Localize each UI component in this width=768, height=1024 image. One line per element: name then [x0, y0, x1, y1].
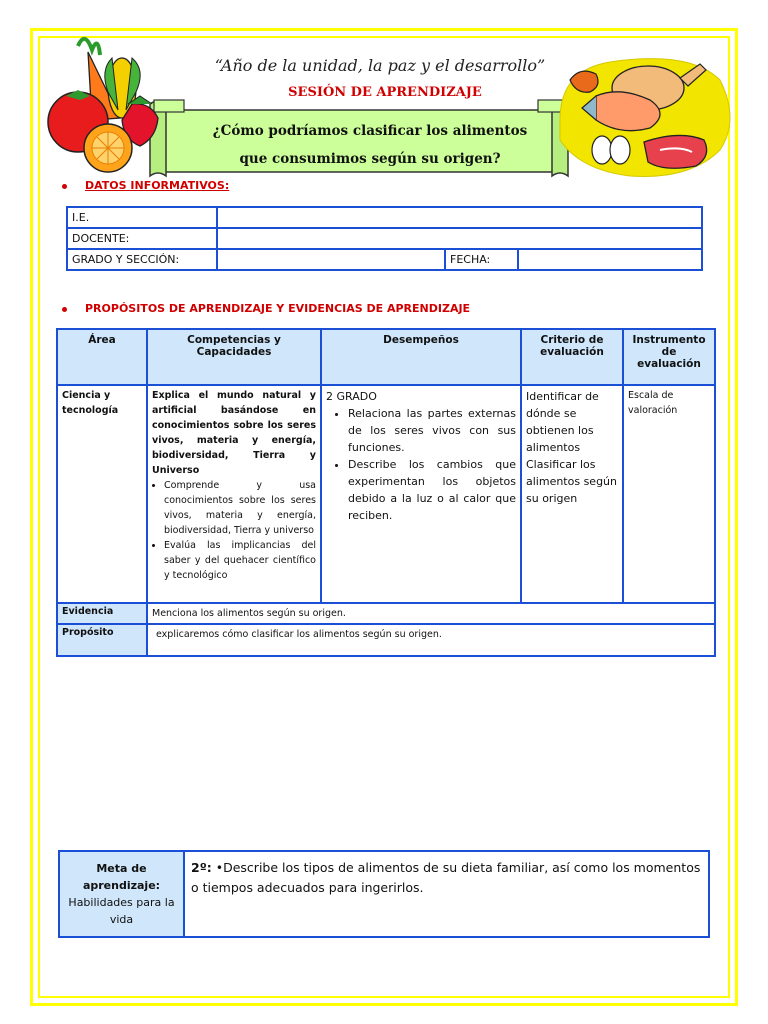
criterio-text-1: Identificar de dónde se obtienen los alimentos — [526, 390, 599, 454]
criterio-text-2: Clasificar los alimentos según su origen — [526, 458, 618, 505]
header-desempenos: Desempeños — [321, 329, 521, 385]
header-criterio: Criterio de evaluación — [521, 329, 623, 385]
meta-text: •Describe los tipos de alimentos de su dieta familiar, así como los momentos o tiempos adecuados para ingerirlos. — [191, 860, 701, 895]
competencias-cell — [147, 385, 321, 603]
datos-heading: DATOS INFORMATIVOS: — [62, 179, 229, 192]
session-question-line1: ¿Cómo podríamos clasificar los alimentos — [212, 123, 528, 139]
meta-label: Meta de aprendizaje: — [82, 862, 161, 892]
propositos-heading: PROPÓSITOS DE APRENDIZAJE Y EVIDENCIAS DE APRENDIZAJE — [62, 302, 470, 315]
desempeno-item: • Relaciona las partes externas de los seres vivos con sus funciones. — [348, 405, 516, 456]
capacidad-item: • Comprende y usa conocimientos sobre los seres vivos, materia y energía, biodiversidad, Tierra y universo — [164, 478, 316, 538]
datos-table — [66, 206, 703, 271]
meta-grade: 2º: — [191, 860, 212, 875]
grado-label: GRADO Y SECCIÓN: — [67, 249, 217, 270]
meta-text-cell — [184, 851, 709, 937]
header-competencias: Competencias y Capacidades — [147, 329, 321, 385]
meta-label-cell — [59, 851, 184, 937]
fecha-value[interactable] — [518, 249, 702, 270]
area-cell: Ciencia y tecnología — [57, 385, 147, 603]
propositos-table — [56, 328, 716, 657]
ie-label: I.E. — [67, 207, 217, 228]
meta-table — [58, 850, 710, 938]
desempeno-item: • Describe los cambios que experimentan los objetos debido a la luz o al calor que reciben. — [348, 456, 516, 524]
grado-text: 2 GRADO — [326, 390, 377, 403]
ie-value[interactable] — [217, 207, 702, 228]
evidencia-label: Evidencia — [57, 603, 147, 624]
bullet-icon — [62, 307, 67, 312]
bullet-icon — [62, 184, 67, 189]
evidencia-value: Menciona los alimentos según su origen. — [147, 603, 715, 624]
motto-text: “Año de la unidad, la paz y el desarrollo” — [214, 56, 546, 75]
instrumento-cell: Escala de valoración — [623, 385, 715, 603]
session-title: SESIÓN DE APRENDIZAJE — [288, 85, 482, 100]
banner-illustration — [0, 0, 768, 200]
desempenos-cell — [321, 385, 521, 603]
session-question-line2: que consumimos según su origen? — [239, 151, 501, 167]
capacidad-item: • Evalúa las implicancias del saber y del quehacer científico y tecnológico — [164, 538, 316, 583]
vegetables-icon — [48, 39, 158, 172]
header-area: Área — [57, 329, 147, 385]
meta-sublabel: Habilidades para la vida — [68, 896, 175, 926]
competencia-text: Explica el mundo natural y artificial basándose en conocimientos sobre los seres vivos, materia y energía, biodiversidad, Tierra y Universo — [152, 390, 316, 476]
header-instrumento: Instrumento de evaluación — [623, 329, 715, 385]
grado-value[interactable] — [217, 249, 445, 270]
docente-value[interactable] — [217, 228, 702, 249]
proposito-label: Propósito — [57, 624, 147, 656]
meats-icon — [560, 59, 730, 177]
proposito-value: explicaremos cómo clasificar los alimentos según su origen. — [147, 624, 715, 656]
criterio-cell — [521, 385, 623, 603]
docente-label: DOCENTE: — [67, 228, 217, 249]
fecha-label: FECHA: — [445, 249, 518, 270]
